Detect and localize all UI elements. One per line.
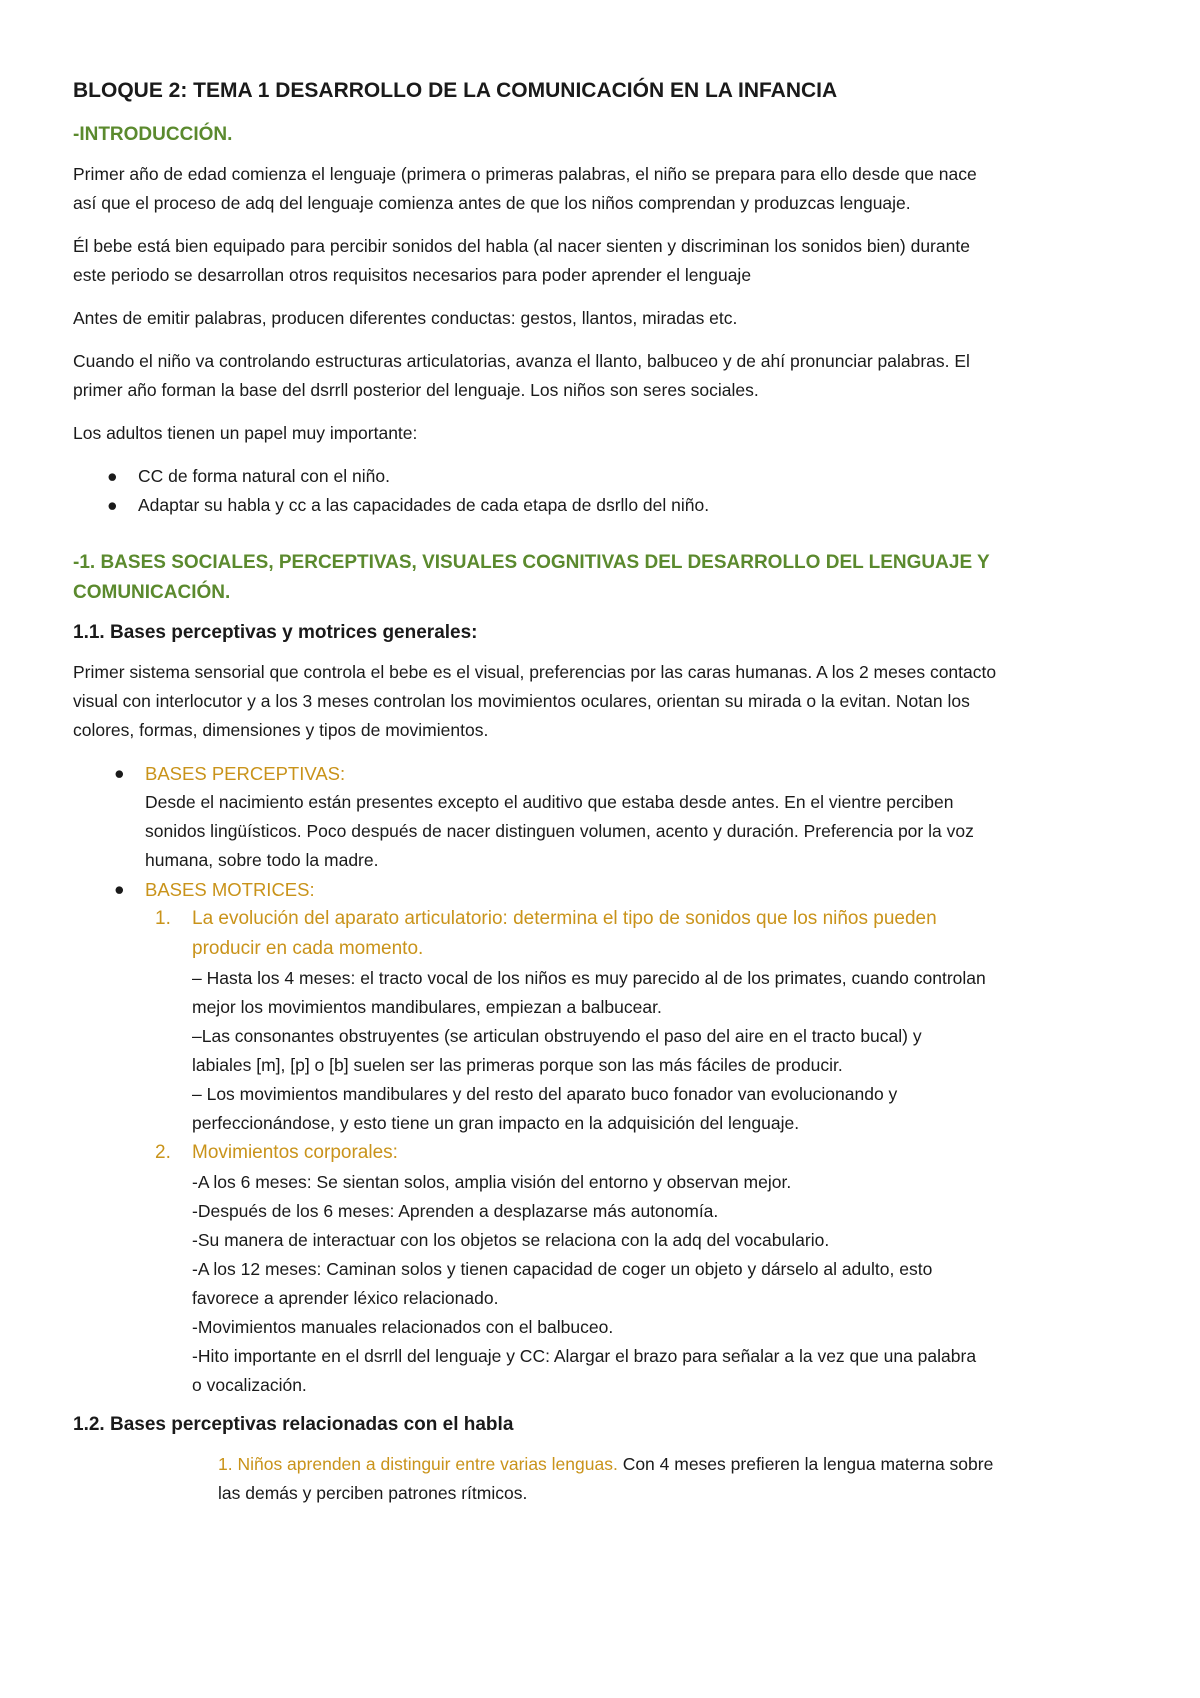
bullet-icon: ● — [107, 466, 118, 486]
list-item: ● CC de forma natural con el niño. — [138, 462, 1130, 491]
section-1-paragraph: Primer sistema sensorial que controla el bebe es el visual, preferencias por las caras humanas. A los 2 meses contacto visual con interlocutor y a los 3 meses controlan los movimientos oculares, orientan su mirada o la evitan. Notan los colores, formas, dimensiones y tipos de movimientos. — [73, 662, 997, 740]
intro-paragraph-1: Primer año de edad comienza el lenguaje (primera o primeras palabras, el niño se prepara para ello desde que nace así que el proceso de adq del lenguaje comienza antes de que los niños comprendan y produzcas lenguaje. — [73, 164, 977, 213]
intro-paragraph-5: Los adultos tienen un papel muy importante: — [73, 423, 418, 443]
section-1-heading: -1. BASES SOCIALES, PERCEPTIVAS, VISUALES COGNITIVAS DEL DESARROLLO DEL LENGUAJE Y COMUNICACIÓN. — [73, 552, 990, 603]
subsection-1-1-heading: 1.1. Bases perceptivas y motrices generales: — [73, 622, 478, 643]
bases-motrices-heading: BASES MOTRICES: — [145, 879, 315, 900]
numbered-item-1: 1. La evolución del aparato articulatorio: determina el tipo de sonidos que los niños pueden producir en cada momento. – Hasta los 4 meses: el tracto vocal de los niños es muy parecido al de los primates, cuando controlan mejor los movimientos mandibulares, empiezan a balbucear. –Las consonantes obstruyentes (se articulan obstruyendo el paso del aire en el tracto bucal) y labiales [m], [p] o [b] suelen ser las primeras porque son las más fáciles de producir. – Los movimientos mandibulares y del resto del aparato buco fonador van evolucionando y perfeccionándose, y esto tiene un gran impacto en la adquisición del lenguaje. — [155, 908, 986, 1133]
subsection-1-2-paragraph: 1. Niños aprenden a distinguir entre varias lenguas. Con 4 meses prefieren la lengua materna sobre las demás y perciben patrones rítmicos. — [218, 1454, 994, 1503]
page-title: BLOQUE 2: TEMA 1 DESARROLLO DE LA COMUNICACIÓN EN LA INFANCIA — [73, 79, 838, 102]
intro-bullet-list — [73, 462, 1130, 520]
intro-heading: -INTRODUCCIÓN. — [73, 124, 233, 145]
list-item: ● Adaptar su habla y cc a las capacidades de cada etapa de dsrllo del niño. — [138, 491, 1130, 520]
bullet-icon: ● — [107, 495, 118, 515]
bases-list — [73, 759, 1130, 1400]
intro-paragraph-4: Cuando el niño va controlando estructuras articulatorias, avanza el llanto, balbuceo y de ahí pronunciar palabras. El primer año forman la base del dsrrll posterior del lenguaje. Los niños son seres sociales. — [73, 351, 970, 400]
numbered-item-2: 2. Movimientos corporales: -A los 6 meses: Se sientan solos, amplia visión del entorno y observan mejor. -Después de los 6 meses: Aprenden a desplazarse más autonomía. -Su manera de interactuar con los objetos se relaciona con la adq del vocabulario. -A los 12 meses: Caminan solos y tienen capacidad de coger un objeto y dárselo al adulto, esto favorece a aprender léxico relacionado. -Movimientos manuales relacionados con el balbuceo. -Hito importante en el dsrrll del lenguaje y CC: Alargar el brazo para señalar a la vez que una palabra o vocalización. — [155, 1142, 977, 1395]
bullet-icon: ● — [114, 763, 125, 783]
motrices-numbered-list — [145, 904, 1130, 1400]
list-item-bases-perceptivas: ● BASES PERCEPTIVAS: Desde el nacimiento están presentes excepto el auditivo que estaba desde antes. En el vientre perciben sonidos lingüísticos. Poco después de nacer distinguen volumen, acento y duración. Preferencia por la voz humana, sobre todo la madre. — [145, 759, 1130, 875]
intro-paragraph-3: Antes de emitir palabras, producen diferentes conductas: gestos, llantos, miradas etc. — [73, 308, 738, 328]
subsection-1-2-heading: 1.2. Bases perceptivas relacionadas con el habla — [73, 1414, 514, 1435]
bases-perceptivas-heading: BASES PERCEPTIVAS: — [145, 763, 346, 784]
intro-paragraph-2: Él bebe está bien equipado para percibir sonidos del habla (al nacer sienten y discriminan los sonidos bien) durante este periodo se desarrollan otros requisitos necesarios para poder aprender el lenguaje — [73, 236, 970, 285]
bullet-icon: ● — [114, 879, 125, 899]
list-item-bases-motrices — [114, 875, 1130, 1400]
